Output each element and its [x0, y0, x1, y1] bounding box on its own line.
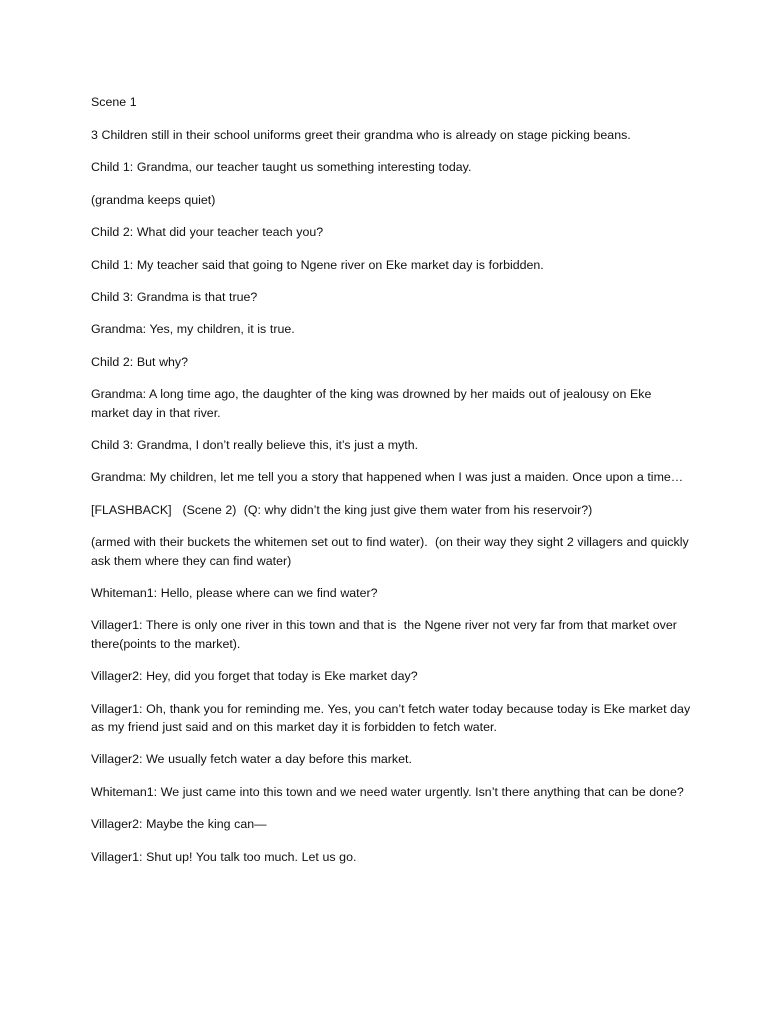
dialogue-line: Villager1: Shut up! You talk too much. Let us go. [91, 849, 357, 864]
stage-direction: 3 Children still in their school uniforms greet their grandma who is already on stage picking beans. [91, 127, 631, 142]
dialogue-line: Child 2: But why? [91, 354, 189, 369]
dialogue-line: Child 3: Grandma is that true? [91, 289, 258, 304]
dialogue-line: Grandma: Yes, my children, it is true. [91, 322, 295, 337]
stage-direction: (grandma keeps quiet) [91, 192, 216, 207]
dialogue-line: Child 2: What did your teacher teach you? [91, 225, 324, 240]
scene-heading: Scene 1 [91, 95, 137, 109]
flashback-heading: [FLASHBACK] (Scene 2) (Q: why didn’t the king just give them water from his reservoir?) [91, 502, 593, 517]
dialogue-line: Villager2: We usually fetch water a day before this market. [91, 752, 412, 767]
dialogue-line: Child 1: My teacher said that going to Ngene river on Eke market day is forbidden. [91, 257, 544, 272]
document-body [91, 93, 694, 880]
dialogue-line: Whiteman1: We just came into this town and we need water urgently. Isn’t there anything that can be done? [91, 784, 684, 799]
stage-direction: (armed with their buckets the whitemen set out to find water). (on their way they sight 2 villagers and quickly ask them where they can find water) [91, 535, 693, 568]
dialogue-line: Whiteman1: Hello, please where can we find water? [91, 586, 378, 600]
dialogue-line: Villager1: Oh, thank you for reminding me. Yes, you can’t fetch water today because today is Eke market day as my friend just said and on this market day it is forbidden to fetch water. [91, 701, 694, 735]
dialogue-line: Child 3: Grandma, I don’t really believe this, it’s just a myth. [91, 437, 419, 452]
dialogue-line: Villager1: There is only one river in this town and that is the Ngene river not very far from that market over there(points to the market). [91, 618, 681, 651]
dialogue-line: Villager2: Hey, did you forget that today is Eke market day? [91, 669, 418, 684]
dialogue-line: Grandma: A long time ago, the daughter of the king was drowned by her maids out of jealousy on Eke market day in that river. [91, 387, 655, 420]
dialogue-line: Grandma: My children, let me tell you a story that happened when I was just a maiden. Once upon a time… [91, 470, 684, 485]
dialogue-line: Child 1: Grandma, our teacher taught us something interesting today. [91, 160, 472, 175]
dialogue-line: Villager2: Maybe the king can— [91, 817, 267, 832]
